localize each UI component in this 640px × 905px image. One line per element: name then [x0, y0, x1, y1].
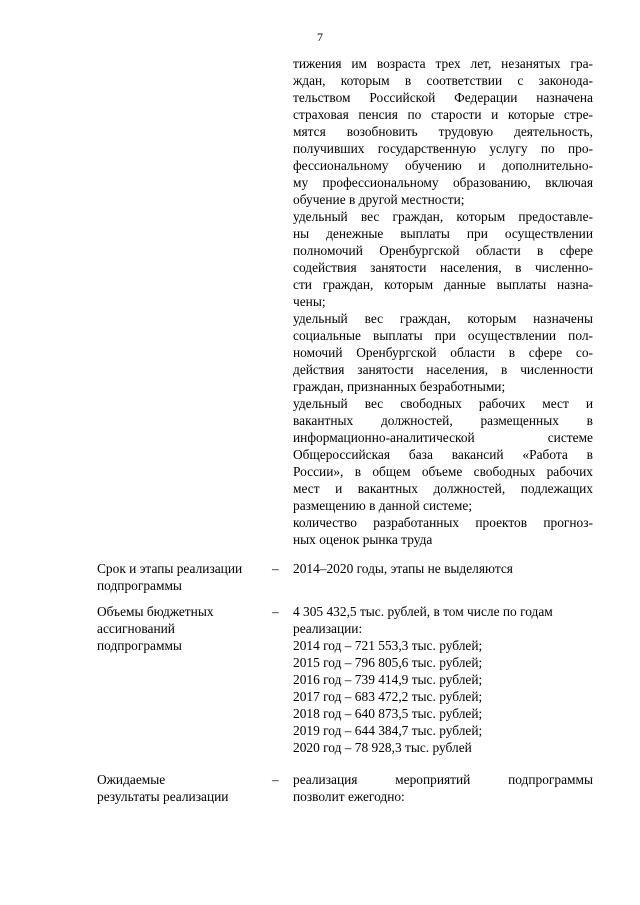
row-label-line: подпрограммы [97, 638, 182, 653]
text-line: граждан, признанных безработными; [293, 379, 506, 394]
text-line: тижения им возраста трех лет, незанятых гра- [293, 56, 593, 71]
row-dash: – [272, 772, 279, 787]
text-line: му профессиональному образованию, включая [293, 175, 593, 190]
text-line: тельством Российской Федерации назначена [293, 90, 593, 105]
text-line: вакантных должностей, размещенных в [293, 413, 593, 428]
row-value-line: 2014–2020 годы, этапы не выделяются [293, 561, 513, 576]
row-value-line: реализации: [293, 621, 363, 636]
text-line: мятся возобновить трудовую деятельность, [293, 124, 593, 139]
page-number: 7 [317, 30, 323, 44]
row-value-line: 2017 год – 683 472,2 тыс. рублей; [293, 689, 483, 704]
text-line: содействия занятости населения, в численно- [293, 260, 593, 275]
text-line: фессиональному обучению и дополнительно- [293, 158, 593, 173]
text-line: России», в общем объеме свободных рабочих [293, 464, 593, 479]
text-line: номочий Оренбургской области в сфере со- [293, 345, 593, 360]
row-label-line: Срок и этапы реализации [97, 561, 243, 576]
text-line: количество разработанных проектов прогноз- [293, 515, 593, 530]
text-line: получивших государственную услугу по про- [293, 141, 593, 156]
text-line: социальные выплаты при осуществлении пол- [293, 328, 593, 343]
text-line: Общероссийская база вакансий «Работа в [293, 447, 593, 462]
text-line: информационно-аналитической системе [293, 430, 593, 445]
row-label-line: результаты реализации [97, 789, 229, 804]
text-line: страховая пенсия по старости и которые стре- [293, 107, 593, 122]
text-line: полномочий Оренбургской области в сфере [293, 243, 593, 258]
text-line: действия занятости населения, в численности [293, 362, 593, 377]
text-line: ждан, которым в соответствии с законода- [293, 73, 593, 88]
text-line: удельный вес граждан, которым назначены [293, 311, 593, 326]
row-label-line: Ожидаемые [97, 772, 166, 787]
row-value-line: реализация мероприятий подпрограммы [293, 772, 593, 787]
text-line: мест и вакантных должностей, подлежащих [293, 481, 593, 496]
row-dash: – [272, 561, 279, 576]
row-dash: – [272, 604, 279, 619]
text-line: сти граждан, которым данные выплаты назна- [293, 277, 593, 292]
text-line: удельный вес граждан, которым предоставле- [293, 209, 593, 224]
row-value-line: позволит ежегодно: [293, 789, 405, 804]
text-line: ных оценок рынка труда [293, 532, 433, 547]
row-label-line: Объемы бюджетных [97, 604, 214, 619]
text-line: ны денежные выплаты при осуществлении [293, 226, 593, 241]
row-value-line: 2014 год – 721 553,3 тыс. рублей; [293, 638, 483, 653]
row-value-line: 2016 год – 739 414,9 тыс. рублей; [293, 672, 483, 687]
row-value-line: 2019 год – 644 384,7 тыс. рублей; [293, 723, 483, 738]
row-value-line: 4 305 432,5 тыс. рублей, в том числе по годам [293, 604, 553, 619]
text-line: размещению в данной системе; [293, 498, 473, 513]
text-line: удельный вес свободных рабочих мест и [293, 396, 593, 411]
text-line: чены; [293, 294, 326, 309]
row-value-line: 2015 год – 796 805,6 тыс. рублей; [293, 655, 483, 670]
row-value-line: 2018 год – 640 873,5 тыс. рублей; [293, 706, 483, 721]
row-label-line: подпрограммы [97, 578, 182, 593]
row-label-line: ассигнований [97, 621, 175, 636]
text-line: обучение в другой местности; [293, 192, 465, 207]
row-value-line: 2020 год – 78 928,3 тыс. рублей [293, 740, 472, 755]
